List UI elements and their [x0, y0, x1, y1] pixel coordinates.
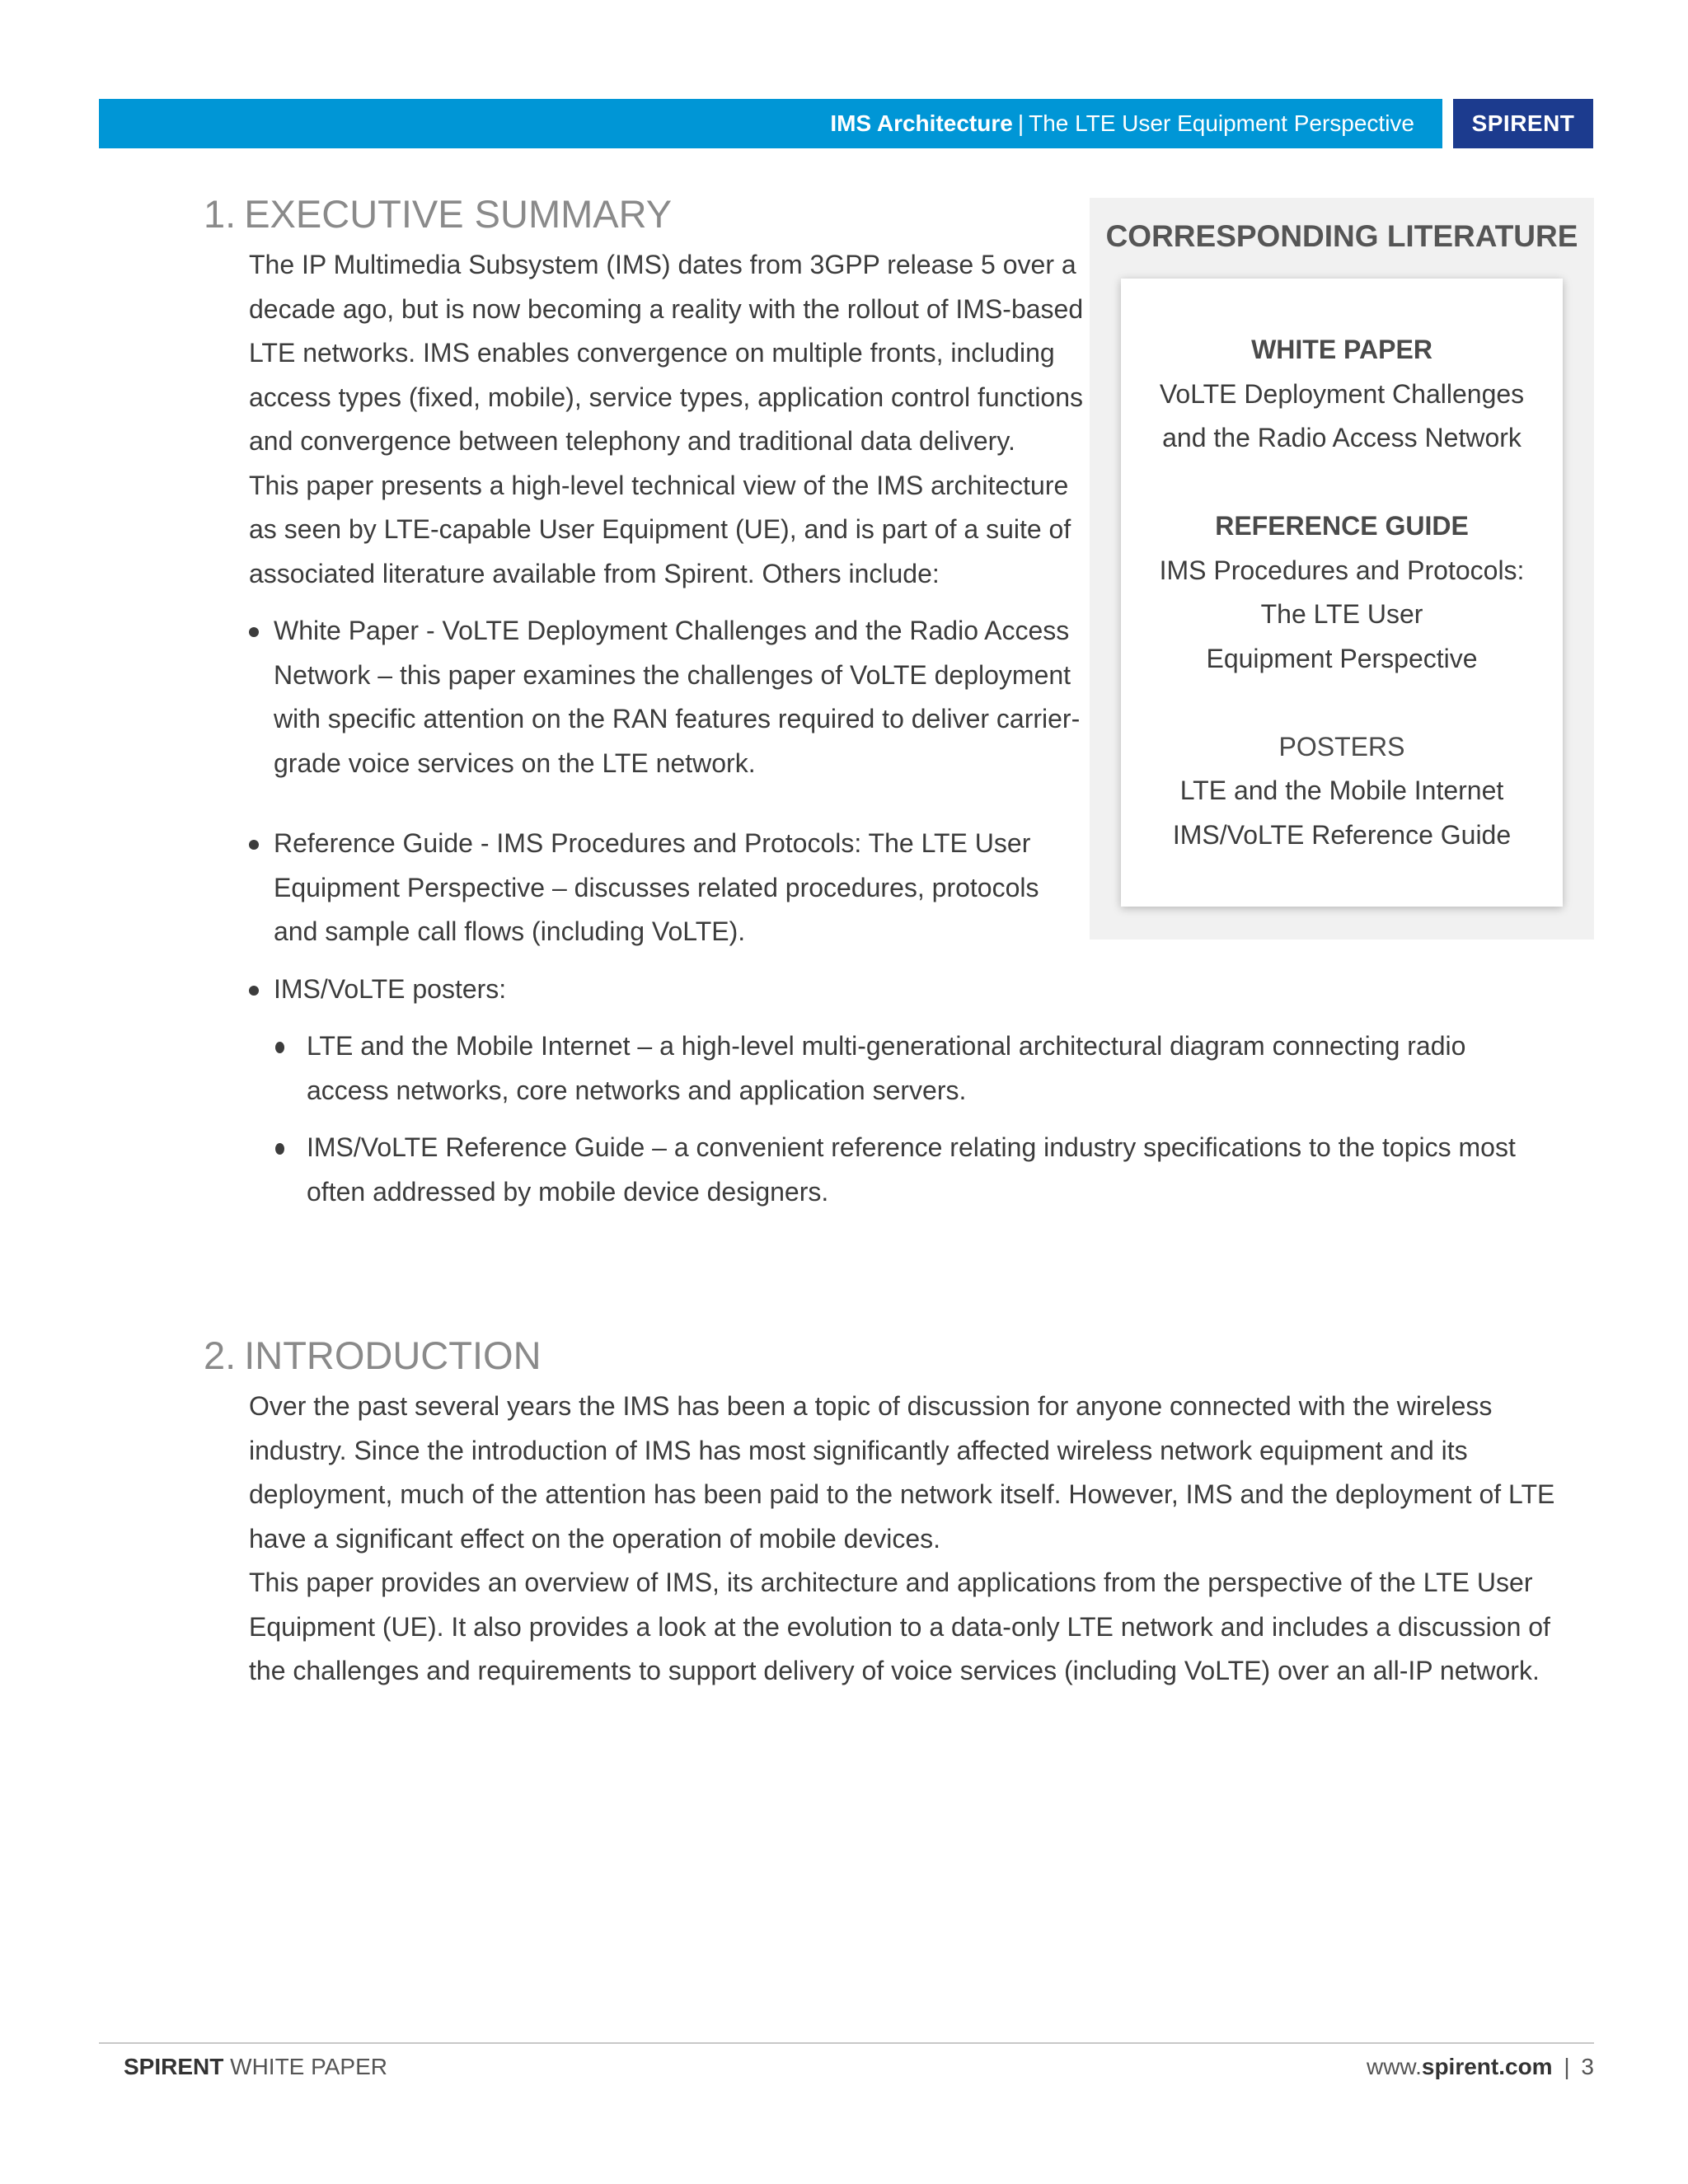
executive-summary-body [249, 243, 1516, 1214]
footer-url-prefix: www. [1366, 2054, 1422, 2079]
group-heading: WHITE PAPER [1251, 335, 1432, 364]
section-heading: INTRODUCTION [244, 1333, 542, 1377]
intro-paragraph-1: Over the past several years the IMS has been a topic of discussion for anyone connected with the wireless industry. Since the introduction of IMS has most significantly affected wireless network equipment and its deployment, much of the attention has been paid to the network itself. However, IMS and the deployment of LTE have a significant effect on the operation of mobile devices. [249, 1391, 1555, 1554]
group-line: IMS/VoLTE Reference Guide [1172, 819, 1512, 850]
exec-paragraph-1: The IP Multimedia Subsystem (IMS) dates from 3GPP release 5 over a decade ago, but is now becoming a reality with the rollout of IMS-based LTE networks. IMS enables convergence on multiple fronts, including access types (fixed, mobile), service types, application control functions and convergence between telephony and traditional data delivery. [249, 250, 1084, 456]
footer-separator: | [1564, 2054, 1570, 2079]
list-item [249, 968, 1516, 1215]
footer-url-domain: spirent.com [1421, 2054, 1553, 2079]
footer-left [124, 2054, 387, 2080]
group-line: IMS Procedures and Protocols: [1159, 555, 1525, 585]
footer-brand: SPIRENT [124, 2054, 224, 2079]
list-item-label: IMS/VoLTE posters: [274, 973, 507, 1004]
section-heading: EXECUTIVE SUMMARY [244, 192, 673, 236]
sidebar-title: CORRESPONDING LITERATURE [1105, 219, 1578, 253]
footer-label: WHITE PAPER [230, 2054, 387, 2079]
poster-sublist [274, 1024, 1526, 1214]
sidebar-card [1121, 279, 1563, 907]
group-heading: REFERENCE GUIDE [1215, 511, 1469, 541]
group-line: LTE and the Mobile Internet [1179, 776, 1504, 805]
group-line: The LTE User [1260, 599, 1423, 629]
group-line: and the Radio Access Network [1162, 423, 1522, 452]
list-item: Reference Guide - IMS Procedures and Protocols: The LTE User Equipment Perspective – discusses related procedures, protocols and sample call flows (including VoLTE). [249, 822, 1090, 954]
section-number: 1. [204, 192, 237, 236]
footer-url[interactable] [1367, 2054, 1553, 2079]
section-title-executive-summary [204, 191, 672, 237]
footer-right [1367, 2054, 1594, 2080]
literature-group-white-paper [1121, 328, 1563, 461]
literature-list [249, 609, 1516, 1214]
literature-group-reference-guide [1121, 504, 1563, 681]
intro-paragraph-2: This paper provides an overview of IMS, its architecture and applications from the perspective of the LTE User Equipment (UE). It also provides a look at the evolution to a data-only LTE network and includes a discussion of the challenges and requirements to support delivery of voice services (including VoLTE) over an all-IP network. [249, 1568, 1550, 1685]
list-item: White Paper - VoLTE Deployment Challenges and the Radio Access Network – this paper examines the challenges of VoLTE deployment with specific attention on the RAN features required to deliver carrier-grade voice services on the LTE network. [249, 609, 1090, 785]
group-line: VoLTE Deployment Challenges [1159, 378, 1525, 409]
header-separator: | [1017, 110, 1025, 136]
literature-group-posters [1121, 725, 1563, 858]
header-bar [99, 99, 1442, 148]
sub-list-item: LTE and the Mobile Internet – a high-level multi-generational architectural diagram connecting radio access networks, core networks and application servers. [274, 1024, 1526, 1113]
group-line: Equipment Perspective [1206, 643, 1478, 673]
corresponding-literature-sidebar [1090, 198, 1594, 940]
header-subtitle: The LTE User Equipment Perspective [1029, 110, 1414, 136]
footer-divider [99, 2042, 1594, 2044]
exec-paragraph-2: This paper presents a high-level technical view of the IMS architecture as seen by LTE-capable User Equipment (UE), and is part of a suite of associated literature available from Spirent. Others include: [249, 470, 1071, 588]
sub-list-item: IMS/VoLTE Reference Guide – a convenient reference relating industry specifications to the topics most often addressed by mobile device designers. [274, 1126, 1526, 1214]
group-heading: POSTERS [1278, 731, 1405, 762]
section-title-introduction [204, 1333, 542, 1378]
section-number: 2. [204, 1333, 237, 1377]
header-title: IMS Architecture [830, 110, 1013, 136]
page-number: 3 [1581, 2054, 1594, 2079]
brand-logo: SPIRENT [1453, 99, 1593, 148]
introduction-body [249, 1385, 1584, 1694]
